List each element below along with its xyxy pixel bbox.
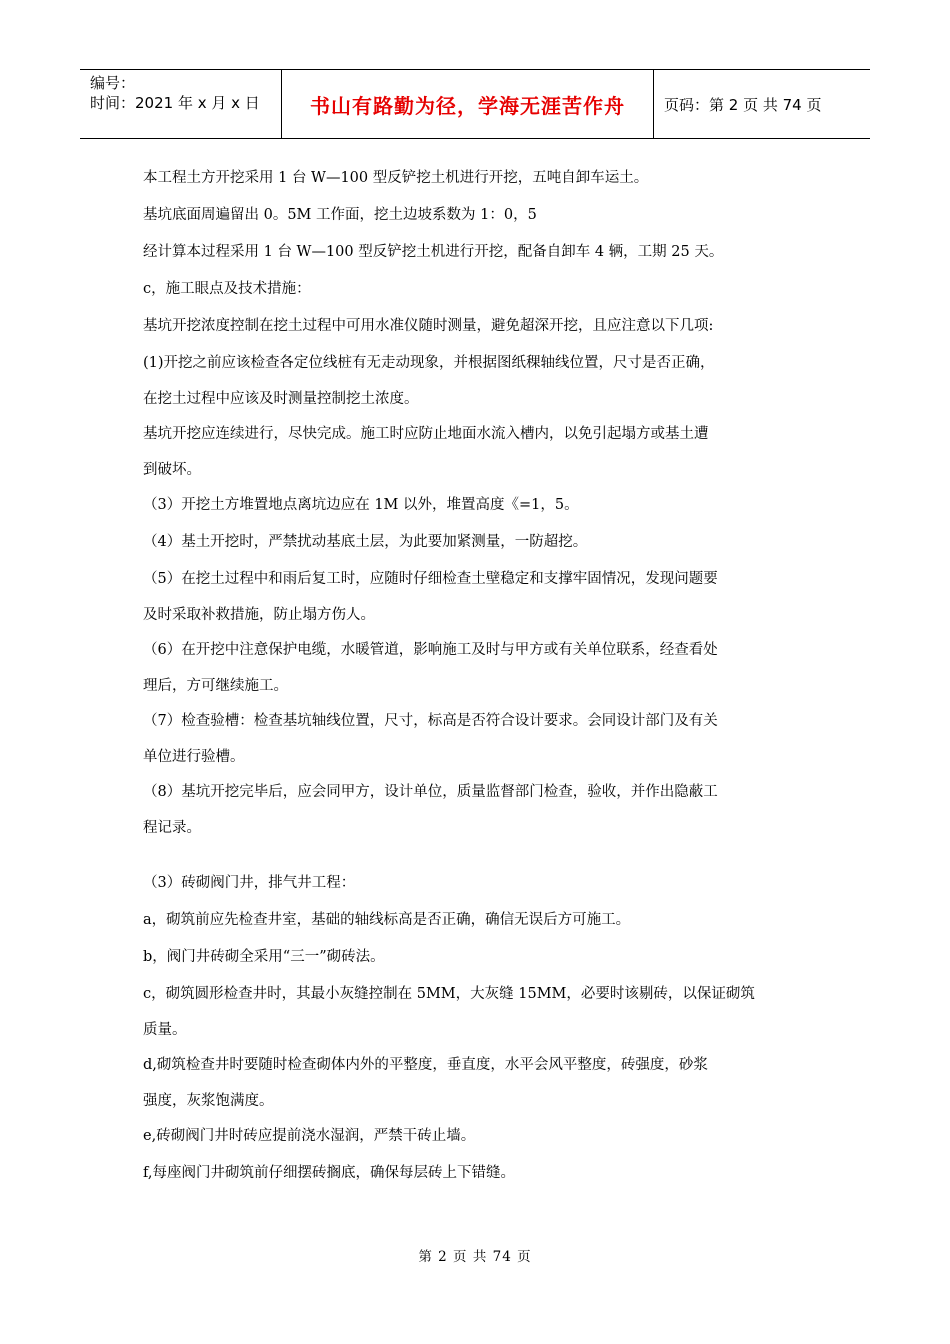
text-line: 及时采取补救措施，防止塌方伤人。 [143,607,375,623]
text-line: 单位进行验槽。 [143,749,245,765]
header-motto: 书山有路勤为径，学海无涯苦作舟 [282,70,654,138]
document-date: 时间：2021 年 x 月 x 日 [90,94,260,112]
text-line: c，施工眼点及技术措施： [143,281,311,297]
text-line: 强度，灰浆饱满度。 [143,1093,274,1109]
text-line: c，砌筑圆形检查井时，其最小灰缝控制在 5MM，大灰缝 15MM，必要时该剔砖，以保证砌筑 [143,986,755,1002]
page-footer: 第 2 页 共 74 页 [418,1249,532,1265]
text-line: 基坑底面周遍留出 0。5M 工作面，挖土边坡系数为 1：0，5 [143,207,537,223]
text-line: 在挖土过程中应该及时测量控制挖土浓度。 [143,391,419,407]
text-line: f,每座阀门井砌筑前仔细摆砖搁底，确保每层砖上下错缝。 [143,1165,515,1181]
section-heading: （3）砖砌阀门井，排气井工程： [143,875,356,891]
document-number-label: 编号： [90,74,136,92]
text-line: 基坑开挖浓度控制在挖土过程中可用水准仪随时测量，避免超深开挖，且应注意以下几项: [143,318,714,334]
document-header [80,69,870,139]
text-line: （6）在开挖中注意保护电缆，水暖管道，影响施工及时与甲方或有关单位联系，经查看处 [143,642,718,658]
text-line: 本工程土方开挖采用 1 台 W—100 型反铲挖土机进行开挖，五吨自卸车运土。 [143,170,649,186]
text-line: （8）基坑开挖完毕后，应会同甲方，设计单位，质量监督部门检查，验收，并作出隐蔽工 [143,784,718,800]
text-line: b，阀门井砖砌全采用“三一”砌砖法。 [143,949,385,965]
header-page-number: 页码：第 2 页 共 74 页 [664,95,822,114]
text-line: （7）检查验槽：检查基坑轴线位置，尺寸，标高是否符合设计要求。会同设计部门及有关 [143,713,718,729]
text-line: 程记录。 [143,820,201,836]
header-meta [80,70,282,138]
paragraph-gap [143,845,811,865]
text-line: a，砌筑前应先检查井室，基础的轴线标高是否正确，确信无误后方可施工。 [143,912,631,928]
text-line: (1)开挖之前应该检查各定位线桩有无走动现象，并根据图纸稞轴线位置，尺寸是否正确， [143,355,715,371]
text-line: （4）基土开挖时，严禁扰动基底土层，为此要加紧测量，一防超挖。 [143,534,588,550]
text-line: e,砖砌阀门井时砖应提前浇水湿润，严禁干砖止墙。 [143,1128,476,1144]
text-line: 到破坏。 [143,462,201,478]
text-line: 理后，方可继续施工。 [143,678,288,694]
text-line: d,砌筑检查井时要随时检查砌体内外的平整度，垂直度，水平会风平整度，砖强度，砂浆 [143,1057,708,1073]
text-line: （3）开挖土方堆置地点离坑边应在 1M 以外，堆置高度《=1，5。 [143,497,579,513]
text-line: （5）在挖土过程中和雨后复工时，应随时仔细检查土壁稳定和支撑牢固情况，发现问题要 [143,571,718,587]
text-line: 基坑开挖应连续进行，尽快完成。施工时应防止地面水流入槽内，以免引起塌方或基土遭 [143,426,709,442]
text-line: 质量。 [143,1022,187,1038]
text-line: 经计算本过程采用 1 台 W—100 型反铲挖土机进行开挖，配备自卸车 4 辆，工期 25 天。 [143,244,724,260]
document-body [143,160,811,1192]
